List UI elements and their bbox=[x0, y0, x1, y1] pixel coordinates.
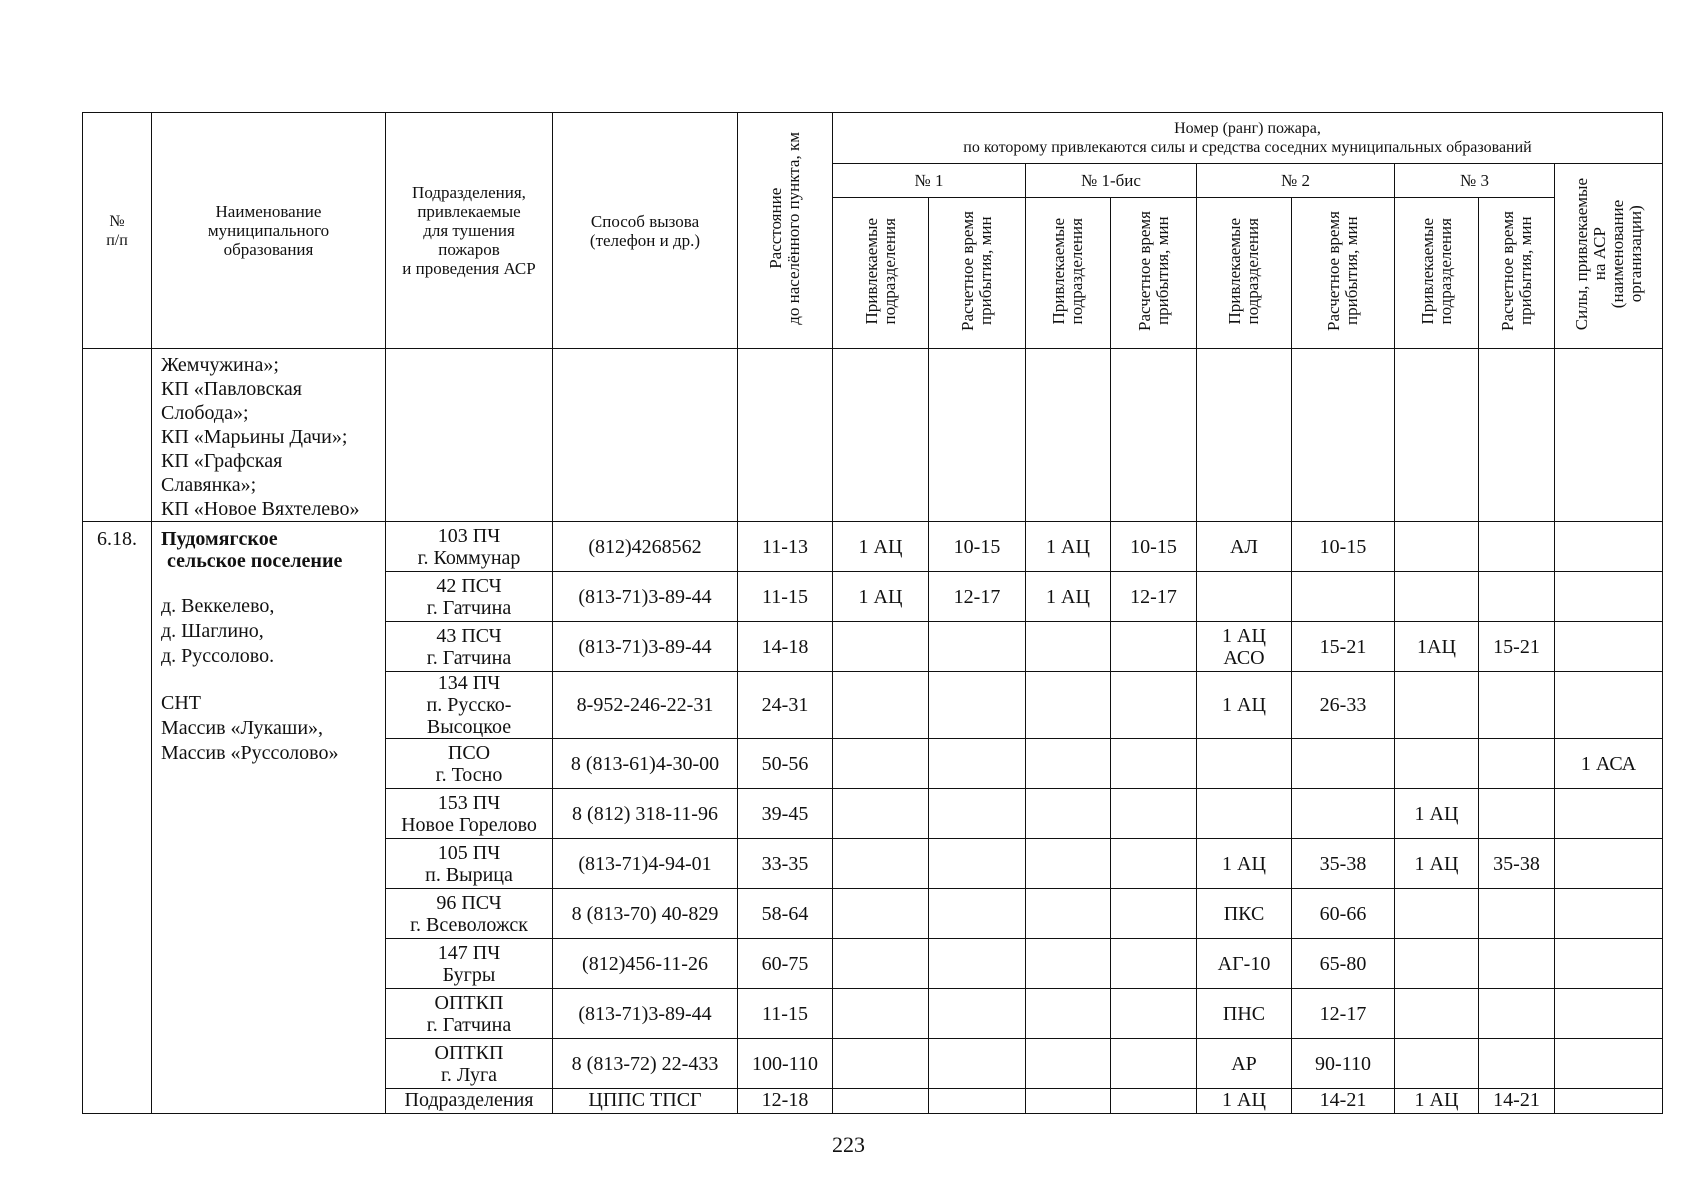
cell-rank2-time: 15-21 bbox=[1292, 622, 1395, 672]
cell-rank3-units bbox=[1395, 739, 1479, 789]
cell-rank3-time bbox=[1479, 989, 1555, 1039]
header-distance-label: Расстояние до населённого пункта, км bbox=[766, 132, 803, 325]
cell-rank3-time: 35-38 bbox=[1479, 839, 1555, 889]
cell-rank1bis-time bbox=[1111, 622, 1197, 672]
cell-rank2-units: 1 АЦ bbox=[1197, 839, 1292, 889]
cell-unit: Подразделения bbox=[386, 1089, 553, 1114]
cell-asr-forces: 1 АСА bbox=[1555, 739, 1663, 789]
header-call-method: Способ вызова (телефон и др.) bbox=[553, 113, 738, 349]
header-num: № п/п bbox=[83, 113, 152, 349]
cell-rank1-time bbox=[929, 622, 1026, 672]
cell-rank3-time bbox=[1479, 739, 1555, 789]
header-units: Подразделения, привлекаемые для тушения пожаров и проведения АСР bbox=[386, 113, 553, 349]
municipality-villages: д. Веккелево, д. Шаглино, д. Руссолово. bbox=[161, 595, 275, 667]
cell-rank1bis-time bbox=[1111, 739, 1197, 789]
cell-rank1-units bbox=[833, 839, 929, 889]
cell-call-method: ЦППС ТПСГ bbox=[553, 1089, 738, 1114]
header-r1-time bbox=[929, 198, 1026, 349]
cell-rank3-time bbox=[1479, 789, 1555, 839]
header-distance bbox=[738, 113, 833, 349]
header-r1bis-time-label: Расчетное время прибытия, мин bbox=[1134, 211, 1172, 331]
header-municipality-name: Наименование муниципального образования bbox=[152, 113, 386, 349]
cell-distance: 24-31 bbox=[738, 672, 833, 739]
header-r2-time-label: Расчетное время прибытия, мин bbox=[1324, 211, 1361, 331]
cell-rank1bis-time bbox=[1111, 1089, 1197, 1114]
cell-call-method: 8-952-246-22-31 bbox=[553, 672, 738, 739]
header-rank-3: № 3 bbox=[1395, 164, 1555, 198]
cell-rank2-time: 65-80 bbox=[1292, 939, 1395, 989]
municipality-name-line1: Пудомягское bbox=[161, 528, 278, 550]
cell-asr-forces bbox=[1555, 1039, 1663, 1089]
cell-rank2-time: 12-17 bbox=[1292, 989, 1395, 1039]
header-r2-units-label: Привлекаемые подразделения bbox=[1225, 217, 1262, 325]
cell-rank2-units: ПКС bbox=[1197, 889, 1292, 939]
cell-rank1-units bbox=[833, 1039, 929, 1089]
header-rank-1bis: № 1-бис bbox=[1026, 164, 1197, 198]
cell-distance: 58-64 bbox=[738, 889, 833, 939]
cell-rank1-time bbox=[929, 939, 1026, 989]
header-r3-units-label: Привлекаемые подразделения bbox=[1417, 217, 1455, 325]
header-r3-time-label: Расчетное время прибытия, мин bbox=[1497, 211, 1535, 331]
header-r2-time bbox=[1292, 198, 1395, 349]
cell-rank3-time bbox=[1479, 1039, 1555, 1089]
cell-rank2-units bbox=[1197, 572, 1292, 622]
cell-rank3-units bbox=[1395, 939, 1479, 989]
cell-rank1-time: 12-17 bbox=[929, 572, 1026, 622]
cell-rank1-units bbox=[833, 739, 929, 789]
cell-rank1bis-units bbox=[1026, 622, 1111, 672]
cell-rank1bis-time bbox=[1111, 989, 1197, 1039]
municipality-number: 6.18. bbox=[83, 522, 152, 1114]
header-rank-title: Номер (ранг) пожара, по которому привлекаются силы и средства соседних муниципальных образований bbox=[833, 113, 1663, 164]
cell-rank2-units: АГ-10 bbox=[1197, 939, 1292, 989]
cell-rank1bis-units: 1 АЦ bbox=[1026, 522, 1111, 572]
cell-rank1-units bbox=[833, 622, 929, 672]
continuation-text: Жемчужина»; КП «Павловская Слобода»; КП «Марьины Дачи»; КП «Графская Славянка»; КП «Новое Вяхтелево» bbox=[152, 349, 386, 522]
cell-call-method: (812)456-11-26 bbox=[553, 939, 738, 989]
header-asr bbox=[1555, 164, 1663, 349]
header-r3-units bbox=[1395, 198, 1479, 349]
municipality-name-line2: сельское поселение bbox=[167, 550, 343, 572]
cell-rank2-time: 14-21 bbox=[1292, 1089, 1395, 1114]
cell-distance: 33-35 bbox=[738, 839, 833, 889]
cell-call-method: 8 (812) 318-11-96 bbox=[553, 789, 738, 839]
cell-rank1bis-units bbox=[1026, 839, 1111, 889]
cell-rank2-units bbox=[1197, 789, 1292, 839]
cell-distance: 11-15 bbox=[738, 989, 833, 1039]
cell-rank1-time bbox=[929, 1039, 1026, 1089]
cell-unit: 105 ПЧ п. Вырица bbox=[386, 839, 553, 889]
cell-asr-forces bbox=[1555, 1089, 1663, 1114]
cell-asr-forces bbox=[1555, 889, 1663, 939]
cell-unit: 42 ПСЧ г. Гатчина bbox=[386, 572, 553, 622]
cell-rank3-time bbox=[1479, 672, 1555, 739]
cell-rank3-units: 1 АЦ bbox=[1395, 789, 1479, 839]
header-rank-2: № 2 bbox=[1197, 164, 1395, 198]
cell-call-method: 8 (813-70) 40-829 bbox=[553, 889, 738, 939]
cell-rank2-units bbox=[1197, 739, 1292, 789]
cell-rank1bis-units bbox=[1026, 889, 1111, 939]
cell-rank1-units: 1 АЦ bbox=[833, 572, 929, 622]
cell-rank2-units: ПНС bbox=[1197, 989, 1292, 1039]
header-r1-units bbox=[833, 198, 929, 349]
cell-rank1-units bbox=[833, 989, 929, 1039]
cell-rank1bis-time bbox=[1111, 939, 1197, 989]
municipality-name bbox=[161, 528, 382, 572]
cell-rank1bis-units: 1 АЦ bbox=[1026, 572, 1111, 622]
header-asr-label: Силы, привлекаемые на АСР (наименование организации) bbox=[1571, 177, 1645, 331]
page-number: 223 bbox=[832, 1132, 865, 1157]
cell-rank1-units bbox=[833, 789, 929, 839]
cell-call-method: (813-71)3-89-44 bbox=[553, 622, 738, 672]
cell-rank1bis-time bbox=[1111, 889, 1197, 939]
cell-rank1-time bbox=[929, 1089, 1026, 1114]
cell-rank1bis-units bbox=[1026, 672, 1111, 739]
cell-rank1bis-time bbox=[1111, 789, 1197, 839]
header-r1bis-time bbox=[1111, 198, 1197, 349]
fire-forces-table bbox=[82, 112, 1663, 1114]
cell-rank3-units bbox=[1395, 672, 1479, 739]
cell-distance: 100-110 bbox=[738, 1039, 833, 1089]
cell-rank3-units: 1АЦ bbox=[1395, 622, 1479, 672]
cell-rank2-units: АР bbox=[1197, 1039, 1292, 1089]
cell-call-method: (813-71)4-94-01 bbox=[553, 839, 738, 889]
cell-unit: 134 ПЧ п. Русско- Высоцкое bbox=[386, 672, 553, 739]
cell-rank3-units bbox=[1395, 522, 1479, 572]
cell-rank1bis-time bbox=[1111, 672, 1197, 739]
cell-distance: 12-18 bbox=[738, 1089, 833, 1114]
cell-distance: 14-18 bbox=[738, 622, 833, 672]
cell-asr-forces bbox=[1555, 839, 1663, 889]
municipality-snt: СНТ Массив «Лукаши», Массив «Руссолово» bbox=[161, 692, 339, 764]
cell-call-method: 8 (813-72) 22-433 bbox=[553, 1039, 738, 1089]
cell-rank3-time: 14-21 bbox=[1479, 1089, 1555, 1114]
cell-rank3-time bbox=[1479, 889, 1555, 939]
cell-rank1bis-units bbox=[1026, 1039, 1111, 1089]
continuation-num bbox=[83, 349, 152, 522]
cell-rank3-units bbox=[1395, 572, 1479, 622]
cell-distance: 11-15 bbox=[738, 572, 833, 622]
cell-distance: 50-56 bbox=[738, 739, 833, 789]
cell-rank2-units: 1 АЦ АСО bbox=[1197, 622, 1292, 672]
cell-unit: 43 ПСЧ г. Гатчина bbox=[386, 622, 553, 672]
cell-rank1-time bbox=[929, 889, 1026, 939]
cell-distance: 39-45 bbox=[738, 789, 833, 839]
cell-rank3-time: 15-21 bbox=[1479, 622, 1555, 672]
cell-asr-forces bbox=[1555, 522, 1663, 572]
cell-rank1-units bbox=[833, 672, 929, 739]
cell-rank3-time bbox=[1479, 572, 1555, 622]
cell-rank1-time bbox=[929, 989, 1026, 1039]
cell-rank1bis-units bbox=[1026, 739, 1111, 789]
continuation-row bbox=[83, 349, 1663, 522]
table-row bbox=[83, 522, 1663, 572]
cell-rank2-units: 1 АЦ bbox=[1197, 1089, 1292, 1114]
cell-rank2-time bbox=[1292, 572, 1395, 622]
cell-rank1bis-units bbox=[1026, 789, 1111, 839]
cell-rank1bis-time bbox=[1111, 1039, 1197, 1089]
cell-unit: 103 ПЧ г. Коммунар bbox=[386, 522, 553, 572]
cell-unit: ОПТКП г. Гатчина bbox=[386, 989, 553, 1039]
header-rank-1: № 1 bbox=[833, 164, 1026, 198]
cell-unit: 96 ПСЧ г. Всеволожск bbox=[386, 889, 553, 939]
cell-rank1bis-units bbox=[1026, 989, 1111, 1039]
cell-unit: ПСО г. Тосно bbox=[386, 739, 553, 789]
cell-rank2-time: 10-15 bbox=[1292, 522, 1395, 572]
cell-asr-forces bbox=[1555, 572, 1663, 622]
cell-rank1bis-time bbox=[1111, 839, 1197, 889]
cell-rank3-units: 1 АЦ bbox=[1395, 1089, 1479, 1114]
cell-asr-forces bbox=[1555, 789, 1663, 839]
header-r1bis-units bbox=[1026, 198, 1111, 349]
header-r1-time-label: Расчетное время прибытия, мин bbox=[958, 211, 995, 331]
cell-rank1bis-time: 12-17 bbox=[1111, 572, 1197, 622]
cell-rank3-time bbox=[1479, 522, 1555, 572]
cell-call-method: (813-71)3-89-44 bbox=[553, 572, 738, 622]
cell-rank3-units: 1 АЦ bbox=[1395, 839, 1479, 889]
cell-distance: 60-75 bbox=[738, 939, 833, 989]
cell-unit: 147 ПЧ Бугры bbox=[386, 939, 553, 989]
cell-rank3-units bbox=[1395, 889, 1479, 939]
cell-rank1-time: 10-15 bbox=[929, 522, 1026, 572]
cell-rank3-time bbox=[1479, 939, 1555, 989]
cell-call-method: (812)4268562 bbox=[553, 522, 738, 572]
cell-rank1-time bbox=[929, 789, 1026, 839]
cell-unit: ОПТКП г. Луга bbox=[386, 1039, 553, 1089]
cell-asr-forces bbox=[1555, 989, 1663, 1039]
cell-rank1bis-units bbox=[1026, 1089, 1111, 1114]
header-r1-units-label: Привлекаемые подразделения bbox=[861, 217, 899, 325]
cell-rank1bis-units bbox=[1026, 939, 1111, 989]
municipality-cell bbox=[152, 522, 386, 1114]
cell-rank1-time bbox=[929, 672, 1026, 739]
cell-asr-forces bbox=[1555, 622, 1663, 672]
header-r1bis-units-label: Привлекаемые подразделения bbox=[1049, 217, 1086, 325]
cell-rank1-units bbox=[833, 889, 929, 939]
cell-distance: 11-13 bbox=[738, 522, 833, 572]
cell-rank1-time bbox=[929, 839, 1026, 889]
cell-rank2-time: 60-66 bbox=[1292, 889, 1395, 939]
cell-unit: 153 ПЧ Новое Горелово bbox=[386, 789, 553, 839]
cell-rank2-time: 35-38 bbox=[1292, 839, 1395, 889]
cell-rank2-time bbox=[1292, 739, 1395, 789]
header-r2-units bbox=[1197, 198, 1292, 349]
cell-rank1bis-time: 10-15 bbox=[1111, 522, 1197, 572]
cell-rank2-time: 90-110 bbox=[1292, 1039, 1395, 1089]
cell-call-method: (813-71)3-89-44 bbox=[553, 989, 738, 1039]
cell-asr-forces bbox=[1555, 672, 1663, 739]
header-r3-time bbox=[1479, 198, 1555, 349]
cell-rank2-units: 1 АЦ bbox=[1197, 672, 1292, 739]
cell-call-method: 8 (813-61)4-30-00 bbox=[553, 739, 738, 789]
cell-rank3-units bbox=[1395, 989, 1479, 1039]
cell-rank1-units bbox=[833, 939, 929, 989]
cell-asr-forces bbox=[1555, 939, 1663, 989]
cell-rank2-units: АЛ bbox=[1197, 522, 1292, 572]
cell-rank3-units bbox=[1395, 1039, 1479, 1089]
cell-rank2-time bbox=[1292, 789, 1395, 839]
cell-rank1-units bbox=[833, 1089, 929, 1114]
cell-rank1-time bbox=[929, 739, 1026, 789]
cell-rank2-time: 26-33 bbox=[1292, 672, 1395, 739]
cell-rank1-units: 1 АЦ bbox=[833, 522, 929, 572]
